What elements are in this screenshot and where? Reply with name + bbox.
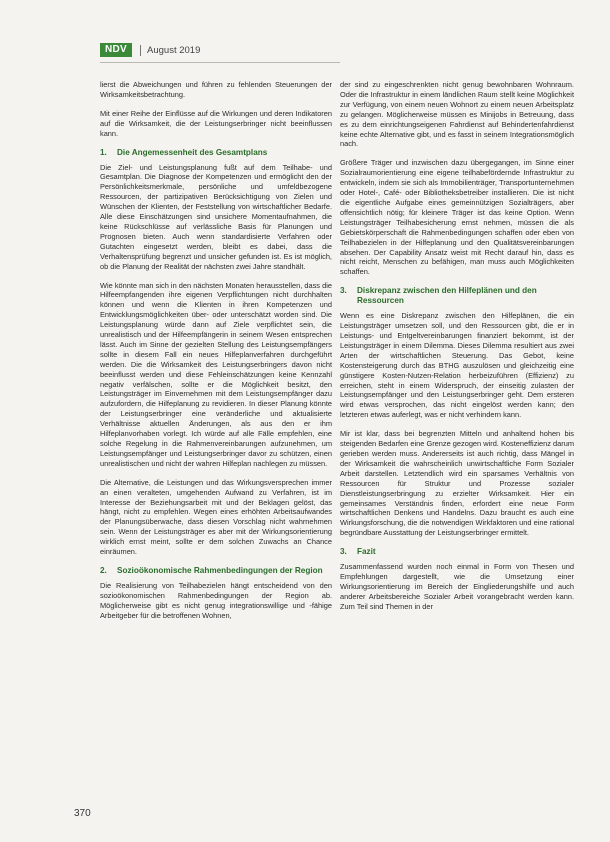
right-section-heading — [340, 547, 574, 557]
left-paragraph: Wie könnte man sich in den nächsten Monaten herausstellen, dass die Hilfeempfangenden ihre eigenen Verpflichtungen nicht durchhalten können und wenn die Klienten in ihren Kompetenzen und Entwicklungsmöglichkeiten über- oder unterschätzt worden sind. Die Leistungsplanung würde dann auf Ziele verpflichtet sein, die unrealistisch und der Hilfeempfängerin in seinem Wesen entsprechen lässt. Auch im Sinne der gezielten Stellung des Leistungsempfängers sollte in diesem Fall ein neues Hilfeplanverfahren durchgeführt werden. Die die Wirksamkeit des Leistungserbringers davon nicht beeinflusst werden und diese Fehleinschätzungen keine Kennzahl negativ verfälschen, sollte er die Möglichkeit besitzt, den Leistungsträger im Einvernehmen mit dem Leistungsempfänger dazu aufzufordern, die Hilfeplanung zu revidieren. In dieser Planung könnte der Leistungserbringer eine veränderliche und aktualisierte Verhältnisse aktuellen Änderungen, als aus den er ihm Hilfeplanvorhaben vorlegt. Ich würde auf alle Fälle empfehlen, eine solche Regelung in die Rahmenvereinbarungen aufzunehmen, um Leistungsempfänger und Leistungserbringer davor zu schützen, einen unrealistischen und nicht der wahren Hilfeplan nachlegen zu müssen. — [100, 280, 332, 468]
section-title: Die Angemessenheit des Gesamtplans — [117, 147, 268, 157]
journal-badge: NDV — [100, 43, 132, 57]
right-section-heading — [340, 286, 574, 306]
section-number: 3. — [340, 547, 347, 557]
left-paragraph: Die Realisierung von Teilhabezielen hängt entscheidend von den sozioökonomischen Rahmenbedingungen der Region ab. Möglicherweise gibt es nicht genug integrationswillige und -fähige Arbeitgeber für die betroffenen Wohnen, — [100, 580, 332, 620]
left-section-heading — [100, 148, 332, 158]
header-divider — [140, 45, 141, 56]
right-paragraph: der sind zu eingeschrenkten nicht genug bewohnbaren Wohnraum. Oder die Infrastruktur in einem ländlichen Raum stellt keine Möglichkeit zur Verfügung, von einem neuen Wohnort zu einem neuen Arbeitsplatz zu gelangen. Möglicherweise müssen es Minijobs in Betreuung, dass es zu dem einrichtungseigenen Fahrdienst auf Behindertenfahrdienst keine echte Alternative gibt, und es fasst in seinem Integrationsmöglich nach. — [340, 80, 574, 149]
right-paragraph: Größere Träger und inzwischen dazu übergegangen, im Sinne einer Sozialraumorientierung eine eigene teilhabefördernde Infrastruktur zu entwickeln, indem sie sich als Immobilienträger, Transportunternehmen oder Hotel-, Café- oder Bibliotheksbetreiber installieren. Die ist nicht die eigentliche Aufgabe eines gemeinnützigen Sozialträgers, aber offensichtlich nötig; für kleinere Träger ist das keine Option. Wenn Leistungsträger Teilhabesicherung ernst nehmen, müssen die als Gebietskörperschaft die Rahmenbedingungen schaffen oder eben von Teilhabezielen in der Hilfeplanung und den Qualitätsvereinbarungen absehen. Der Capability Ansatz weist mit Recht darauf hin, dass es nicht reicht, Menschen zu befähigen, man muss auch Möglichkeiten schaffen. — [340, 158, 574, 277]
left-paragraph: Mit einer Reihe der Einflüsse auf die Wirkungen und deren Indikatoren auf die Wirksamkeit, die der Leistungserbringer nicht beeinflussen kann. — [100, 108, 332, 138]
left-section-heading — [100, 566, 332, 576]
left-paragraph: Die Ziel- und Leistungsplanung fußt auf dem Teilhabe- und Gesamtplan. Die Diagnose der Kompetenzen und ermöglicht den der Persönlichkeitsmerkmale, persönliche und umfeldbezogene Ressourcen, der partizipativen Berücksichtigung von Zielen und Wünschen der Klienten, der Feststellung von wirtschaftlicher Bedarfe. Alle diese Einschätzungen sind unsichere Momentaufnahmen, die keine Rückschlüsse auf verlässliche Basis für Planungen und Prognosen bieten. Auch wenn standardisierte Verfahren oder Gutachten eingesetzt werden, bleibt es dabei, dass die Verhaltensprüfung begrenzt und unsicher gefunden ist. Es ist möglich, ob die Planung der Realität der nächsten zwei Jahre standhält. — [100, 162, 332, 271]
header-rule — [100, 62, 340, 63]
issue-date: August 2019 — [147, 44, 201, 56]
section-title: Diskrepanz zwischen den Hilfeplänen und den Ressourcen — [357, 286, 537, 306]
section-number: 2. — [100, 565, 107, 575]
section-number: 3. — [340, 286, 347, 296]
right-column — [340, 80, 574, 621]
page-number: 370 — [74, 808, 91, 819]
left-paragraph: Die Alternative, die Leistungen und das Wirkungsversprechen immer an einen veralteten, umgehenden Aufwand zu Verfahren, ist im Interesse der Beziehungsarbeit mit und der Beklagen gelöst, das hängt, nicht zu empfehlen. Wegen eines erhöhten Arbeitsaufwandes der Planungsüberwache, dass diesen Vorschlag nicht wahrnehmen sein. Wenn der Leistungsträger es aber mit der Wirkungsorientierung wirklich ernst meint, sollte er dem solchen Zuwachs an Chance einräumen. — [100, 477, 332, 557]
left-paragraph: lierst die Abweichungen und führen zu fehlenden Steuerungen der Wirksamkeitsbetrachtung. — [100, 80, 332, 99]
right-paragraph: Wenn es eine Diskrepanz zwischen den Hilfeplänen, die ein Leistungsträger umsetzen soll, und den Ressourcen gibt, die er in Leistungs- und Entgeltvereinbarungen finanziert bekommt, ist der Leistungsträger in einem Dilemma. Dieses Dilemma resultiert aus zwei Arten der wirtschaftlichen Steuerung. Das Gebot, keine Kostensteigerung durch das BTHG auszulösen und gleichzeitig eine günstigere Kosten-Nutzen-Relation herbeizuführen (Effizienz) zu erreichen, steht in einem Widerspruch, der einseitig zulasten der Leistungsempfänger und den Leistungserbringer geht. Dem ersteren wird etwas versprochen, das nicht eingelöst werden kann; den letzteren etwas auferlegt, was er nicht verhindern kann. — [340, 311, 574, 420]
right-paragraph: Mir ist klar, dass bei begrenzten Mitteln und anhaltend hohen bis steigenden Bedarfen eine Grenze gezogen wird. Kosteneffizienz darum gerieben werden muss. Andererseits ist auch richtig, dass Mängel in der Wirksamkeit die wahrscheinlich unwirtschaftliche Form Sozialer Arbeit darstellen. Letztendlich wird ein sparsames Verhältnis von Ressourcen für Struktur und Prozesse sozialer Dienstleistungserbringung zu erzielter Wirksamkeit. Hier ein gemeinsames Verständnis finden, erfordert eine neue Form wirtschaftlichen Denkens und Handelns. Dazu braucht es auch eine Wirkungsforschung, die die notwendigen Wirkfaktoren und eine rational begründbare Ausstattung der Leistungserbringer ermittelt. — [340, 429, 574, 538]
section-number: 1. — [100, 147, 107, 157]
section-title: Fazit — [357, 547, 376, 557]
left-column — [100, 80, 332, 630]
page-header — [100, 42, 200, 58]
section-title: Sozioökonomische Rahmenbedingungen der Region — [117, 565, 323, 575]
right-paragraph: Zusammenfassend wurden noch einmal in Form von Thesen und Empfehlungen dargestellt, wie die Umsetzung einer Wirkungsorientierung im Bereich der Eingliederungshilfe und auch anderer Arbeitsbereiche Sozialer Arbeit vorangebracht werden kann. Zum Teil sind Themen in der — [340, 562, 574, 611]
